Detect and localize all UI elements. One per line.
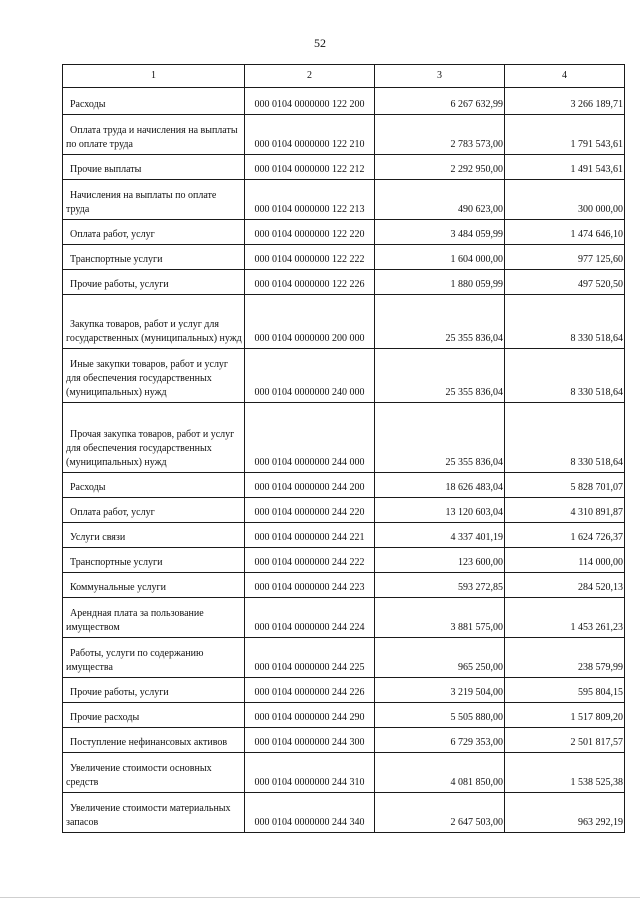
approved-amount: 5 505 880,00 [375,703,505,728]
expense-name: Увеличение стоимости материальных запасов [66,803,231,828]
approved-amount: 1 604 000,00 [375,245,505,270]
executed-amount: 300 000,00 [505,180,625,220]
expense-name-cell [63,349,245,403]
expense-name: Транспортные услуги [70,254,163,265]
table-row [63,573,625,598]
budget-code: 000 0104 0000000 122 213 [245,180,375,220]
executed-amount: 1 474 646,10 [505,220,625,245]
table-row [63,155,625,180]
approved-amount: 593 272,85 [375,573,505,598]
executed-amount: 284 520,13 [505,573,625,598]
column-header-1: 1 [63,65,245,88]
executed-amount: 595 804,15 [505,678,625,703]
approved-amount: 6 729 353,00 [375,728,505,753]
table-row [63,703,625,728]
expense-name: Прочие выплаты [70,164,142,175]
expense-name-cell [63,403,245,473]
expense-name: Прочие работы, услуги [70,279,169,290]
expense-name-cell [63,115,245,155]
budget-code: 000 0104 0000000 244 000 [245,403,375,473]
budget-code: 000 0104 0000000 244 310 [245,753,375,793]
expense-name-cell [63,678,245,703]
budget-code: 000 0104 0000000 244 200 [245,473,375,498]
expense-name: Оплата работ, услуг [70,229,155,240]
approved-amount: 13 120 603,04 [375,498,505,523]
expense-name-cell [63,793,245,833]
approved-amount: 2 647 503,00 [375,793,505,833]
expense-name-cell [63,548,245,573]
executed-amount: 8 330 518,64 [505,349,625,403]
table-row [63,728,625,753]
table-row [63,548,625,573]
expense-name-cell [63,270,245,295]
expense-name-cell [63,473,245,498]
table-row [63,753,625,793]
expense-name-cell [63,753,245,793]
budget-code: 000 0104 0000000 122 212 [245,155,375,180]
expense-name: Арендная плата за пользование имуществом [66,608,204,633]
approved-amount: 25 355 836,04 [375,349,505,403]
executed-amount: 497 520,50 [505,270,625,295]
budget-code: 000 0104 0000000 200 000 [245,295,375,349]
table-row [63,220,625,245]
expense-name-cell [63,180,245,220]
page-number: 52 [314,36,326,50]
budget-code: 000 0104 0000000 244 224 [245,598,375,638]
table-row [63,638,625,678]
approved-amount: 6 267 632,99 [375,88,505,115]
budget-code: 000 0104 0000000 244 220 [245,498,375,523]
executed-amount: 1 491 543,61 [505,155,625,180]
executed-amount: 3 266 189,71 [505,88,625,115]
table-row [63,180,625,220]
table-row [63,598,625,638]
table-row [63,295,625,349]
approved-amount: 3 881 575,00 [375,598,505,638]
executed-amount: 1 791 543,61 [505,115,625,155]
table-row [63,793,625,833]
budget-table [62,64,625,833]
budget-code: 000 0104 0000000 240 000 [245,349,375,403]
expense-name-cell [63,295,245,349]
expense-name: Оплата труда и начисления на выплаты по оплате труда [66,125,238,150]
column-header-3: 3 [375,65,505,88]
expense-name: Работы, услуги по содержанию имущества [66,648,204,673]
executed-amount: 1 517 809,20 [505,703,625,728]
expense-name: Поступление нефинансовых активов [70,737,228,748]
budget-code: 000 0104 0000000 122 226 [245,270,375,295]
table-row [63,88,625,115]
column-header-2: 2 [245,65,375,88]
executed-amount: 4 310 891,87 [505,498,625,523]
table-row [63,270,625,295]
approved-amount: 490 623,00 [375,180,505,220]
executed-amount: 1 624 726,37 [505,523,625,548]
approved-amount: 4 081 850,00 [375,753,505,793]
budget-code: 000 0104 0000000 244 225 [245,638,375,678]
table-row [63,115,625,155]
table-row [63,498,625,523]
executed-amount: 238 579,99 [505,638,625,678]
table-row [63,349,625,403]
expense-name-cell [63,728,245,753]
expense-name: Закупка товаров, работ и услуг для государственных (муниципальных) нужд [66,319,242,344]
column-header-4: 4 [505,65,625,88]
table-row [63,245,625,270]
expense-name-cell [63,245,245,270]
expense-name: Транспортные услуги [70,557,163,568]
expense-name-cell [63,155,245,180]
table-row [63,403,625,473]
budget-code: 000 0104 0000000 122 222 [245,245,375,270]
table-body [63,88,625,833]
approved-amount: 2 292 950,00 [375,155,505,180]
table-header-row [63,65,625,88]
table-row [63,523,625,548]
expense-name: Расходы [70,99,106,110]
executed-amount: 5 828 701,07 [505,473,625,498]
expense-name-cell [63,573,245,598]
approved-amount: 965 250,00 [375,638,505,678]
budget-code: 000 0104 0000000 244 223 [245,573,375,598]
budget-code: 000 0104 0000000 122 220 [245,220,375,245]
executed-amount: 8 330 518,64 [505,295,625,349]
table-row [63,678,625,703]
budget-code: 000 0104 0000000 244 222 [245,548,375,573]
expense-name: Прочая закупка товаров, работ и услуг для обеспечения государственных (муниципальных) нужд [66,429,235,468]
expense-name: Прочие работы, услуги [70,687,169,698]
executed-amount: 8 330 518,64 [505,403,625,473]
approved-amount: 4 337 401,19 [375,523,505,548]
expense-name: Услуги связи [70,532,126,543]
budget-code: 000 0104 0000000 122 210 [245,115,375,155]
executed-amount: 963 292,19 [505,793,625,833]
expense-name: Увеличение стоимости основных средств [66,763,212,788]
expense-name-cell [63,638,245,678]
approved-amount: 1 880 059,99 [375,270,505,295]
executed-amount: 114 000,00 [505,548,625,573]
approved-amount: 3 484 059,99 [375,220,505,245]
expense-name-cell [63,498,245,523]
expense-name: Прочие расходы [70,712,140,723]
budget-code: 000 0104 0000000 244 300 [245,728,375,753]
expense-name-cell [63,220,245,245]
approved-amount: 25 355 836,04 [375,403,505,473]
expense-name-cell [63,523,245,548]
executed-amount: 977 125,60 [505,245,625,270]
approved-amount: 123 600,00 [375,548,505,573]
executed-amount: 2 501 817,57 [505,728,625,753]
budget-code: 000 0104 0000000 244 226 [245,678,375,703]
expense-name-cell [63,598,245,638]
executed-amount: 1 538 525,38 [505,753,625,793]
expense-name: Коммунальные услуги [70,582,166,593]
approved-amount: 18 626 483,04 [375,473,505,498]
expense-name-cell [63,703,245,728]
approved-amount: 3 219 504,00 [375,678,505,703]
expense-name: Расходы [70,482,106,493]
budget-code: 000 0104 0000000 244 340 [245,793,375,833]
budget-code: 000 0104 0000000 244 221 [245,523,375,548]
expense-name: Иные закупки товаров, работ и услуг для обеспечения государственных (муниципальных) нужд [66,359,229,398]
budget-code: 000 0104 0000000 244 290 [245,703,375,728]
executed-amount: 1 453 261,23 [505,598,625,638]
budget-code: 000 0104 0000000 122 200 [245,88,375,115]
table-row [63,473,625,498]
approved-amount: 2 783 573,00 [375,115,505,155]
page-bottom-line [0,897,640,898]
expense-name: Оплата работ, услуг [70,507,155,518]
approved-amount: 25 355 836,04 [375,295,505,349]
expense-name-cell [63,88,245,115]
expense-name: Начисления на выплаты по оплате труда [66,190,217,215]
